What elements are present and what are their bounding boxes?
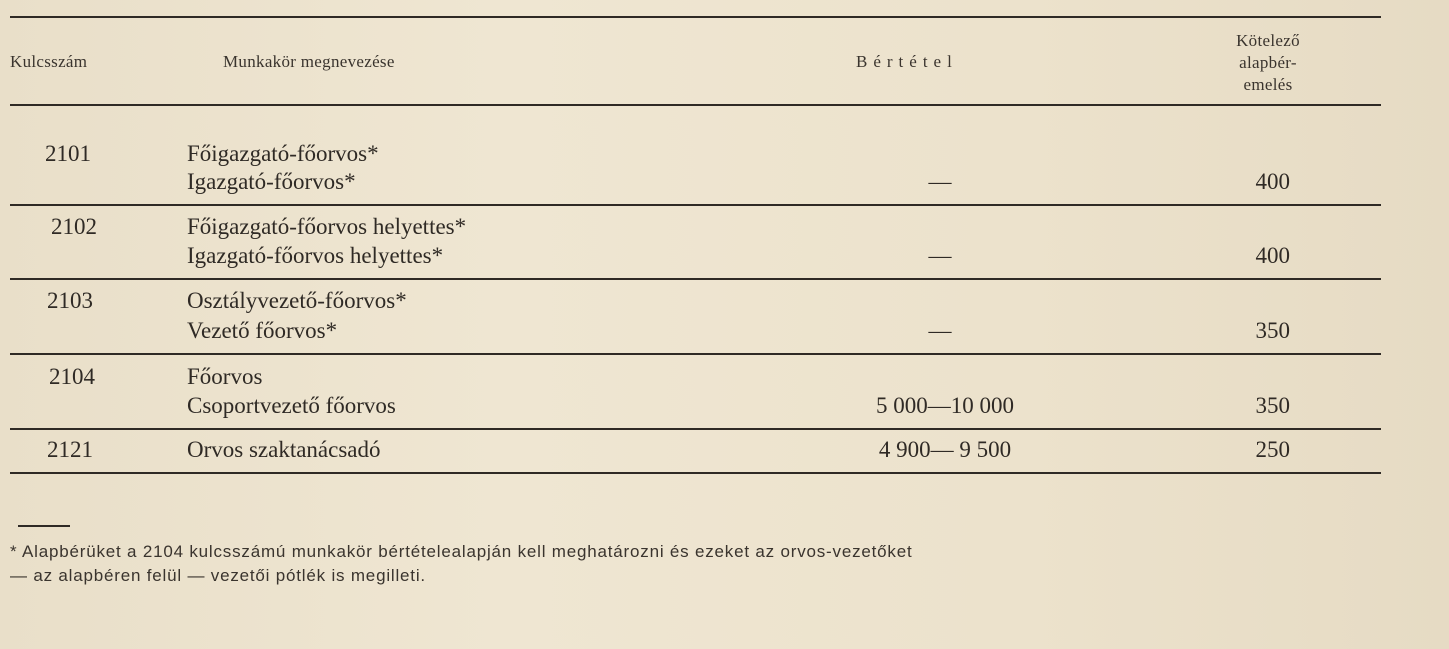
row-2102-rate: — <box>928 243 952 268</box>
row-divider <box>10 353 1381 355</box>
header-name: Munkakör megnevezése <box>223 52 395 71</box>
row-2121-raise: 250 <box>1255 437 1290 462</box>
header-raise-line2: alapbér- <box>1239 53 1297 72</box>
header-code: Kulcsszám <box>10 52 88 71</box>
row-divider <box>10 428 1381 430</box>
row-2121-name-line1: Orvos szaktanácsadó <box>187 437 381 462</box>
row-divider <box>10 204 1381 206</box>
row-2104-name-line1: Főorvos <box>187 364 263 389</box>
footnote-line2: — az alapbéren felül — vezetői pótlék is megilleti. <box>10 566 426 585</box>
row-2102-code: 2102 <box>51 214 97 239</box>
footnote <box>10 540 1350 588</box>
row-2101-name-line2: Igazgató-főorvos* <box>187 169 356 194</box>
header-raise-line3: emelés <box>1243 75 1293 94</box>
row-2103-raise: 350 <box>1255 318 1290 343</box>
header-rate: Bértétel <box>856 52 958 71</box>
row-2101-raise: 400 <box>1255 169 1290 194</box>
row-2102-raise: 400 <box>1255 243 1290 268</box>
table-top-rule <box>10 16 1381 18</box>
footnote-separator <box>18 525 70 527</box>
row-2101-rate: — <box>928 169 952 194</box>
table-bottom-rule <box>10 472 1381 474</box>
row-2103-rate: — <box>928 318 952 343</box>
footnote-line1: * Alapbérüket a 2104 kulcsszámú munkakör bértételealapján kell meghatározni és ezeket az orvos-vezetőket <box>10 542 913 561</box>
row-2102-name-line1: Főigazgató-főorvos helyettes* <box>187 214 467 239</box>
row-2102-name-line2: Igazgató-főorvos helyettes* <box>187 243 444 268</box>
row-2103-code: 2103 <box>47 288 93 313</box>
header-raise-line1: Kötelező <box>1236 31 1300 50</box>
row-2121-rate: 4 900— 9 500 <box>878 437 1012 462</box>
row-2104-name-line2: Csoportvezető főorvos <box>187 393 396 418</box>
header-bottom-rule <box>10 104 1381 106</box>
row-2103-name-line2: Vezető főorvos* <box>187 318 338 343</box>
row-2104-raise: 350 <box>1255 393 1290 418</box>
row-2104-rate: 5 000—10 000 <box>876 393 1014 418</box>
row-2103-name-line1: Osztályvezető-főorvos* <box>187 288 407 313</box>
row-2104-code: 2104 <box>49 364 95 389</box>
row-2101-code: 2101 <box>45 141 91 166</box>
row-2121-code: 2121 <box>47 437 93 462</box>
row-2101-name-line1: Főigazgató-főorvos* <box>187 141 379 166</box>
row-divider <box>10 278 1381 280</box>
